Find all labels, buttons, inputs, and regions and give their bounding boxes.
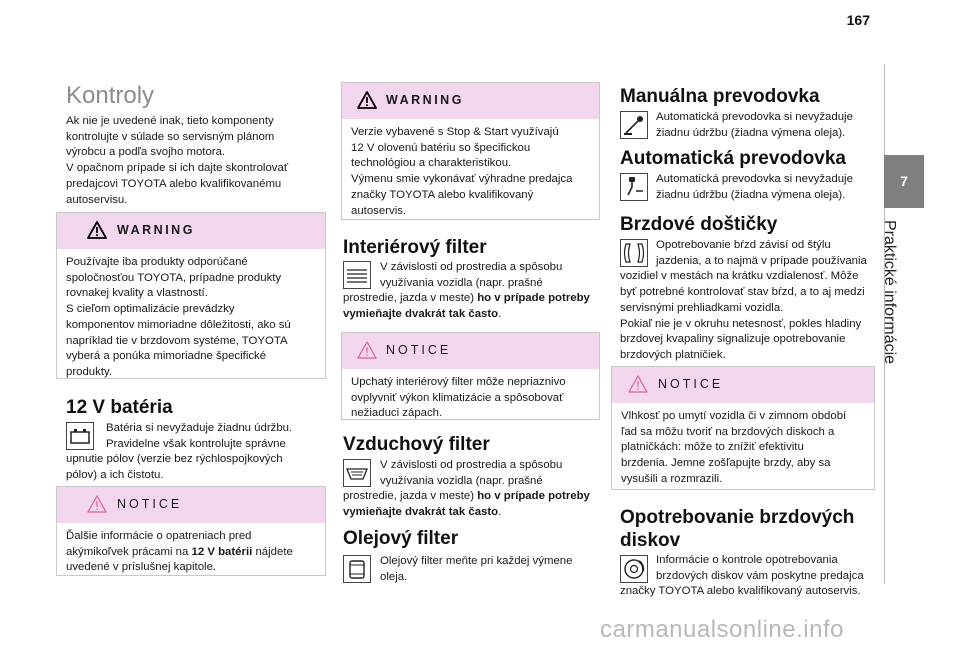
title-line: diskov (620, 530, 681, 551)
text-line: Informácie o kontrole opotrebovania (656, 554, 838, 566)
section-title-brake-pads: Brzdové doštičky (620, 214, 778, 235)
text-run: . (498, 308, 502, 321)
notice-box-brakes (611, 366, 875, 490)
text-line: rovnakej kvality a vlastností. (66, 287, 208, 300)
section-title-automatic-gearbox: Automatická prevodovka (620, 148, 846, 169)
text-line: Automatická prevodovka si nevyžaduje (656, 111, 853, 123)
text-line: Opotrebovanie bŕzd závisí od štýlu (656, 239, 831, 251)
text-line: využívania vozidla (napr. prašné (380, 276, 543, 289)
text-line (343, 291, 601, 307)
text-line: brzdovej kvapaliny signalizuje opotrebovanie (620, 333, 846, 346)
text-line: Olejový filter meňte pri každej výmene (380, 555, 573, 567)
notice-box-battery (56, 486, 326, 576)
text-line: Používajte iba produkty odporúčané (66, 256, 248, 268)
text-line: byť potrebné kontrolovať stav bŕzd, a to aj medzi (620, 286, 865, 299)
text-line: upnutie pólov (verzie bez rýchlospojkových (66, 453, 283, 466)
text-line: V závislosti od prostredia a spôsobu (380, 459, 563, 471)
notice-header (57, 487, 325, 523)
section-title-cabin-filter: Interiérový filter (343, 237, 487, 258)
text-line: Automatická prevodovka si nevyžaduje (656, 173, 853, 185)
text-run-bold: ho v prípade potreby (477, 490, 590, 503)
oil-filter-icon (343, 555, 371, 583)
text-line: platničkách: môže to znížiť efektivitu (621, 441, 804, 454)
warning-header (57, 213, 325, 249)
notice-header (342, 333, 599, 369)
text-run: . (498, 506, 502, 519)
text-line: brzdenia. Jemne zošľapujte brzdy, aby sa (621, 457, 831, 470)
text-line: servisnými prehliadkami vozidla. (620, 301, 784, 314)
text-line: brzdových platničiek. (620, 348, 726, 361)
text-line: Ďalšie informácie o opatreniach pred (66, 530, 252, 542)
notice-label: NOTICE (658, 377, 724, 391)
section-title-air-filter: Vzduchový filter (343, 434, 490, 455)
oil-filter-text (380, 554, 600, 585)
warning-triangle-icon (87, 221, 107, 239)
section-title-kontroly: Kontroly (66, 82, 155, 109)
notice-label: NOTICE (117, 497, 183, 511)
text-run: prostredie, jazda v meste) (343, 490, 478, 503)
notice-triangle-icon (87, 495, 107, 513)
battery-text (66, 421, 328, 484)
text-line: pólov) a ich čistotu. (66, 469, 164, 482)
section-title-battery: 12 V batéria (66, 397, 173, 418)
warning-body (342, 119, 599, 219)
notice-header (612, 367, 874, 403)
automatic-gearbox-text (656, 172, 866, 203)
text-line: značky TOYOTA alebo kvalifikovaný autoservis. (620, 585, 861, 598)
notice-box-cabin-filter (341, 332, 600, 420)
text-line: značky TOYOTA alebo kvalifikovaný (351, 188, 534, 201)
text-line: Batéria si nevyžaduje žiadnu údržbu. (106, 422, 293, 434)
text-run: nájdete (252, 545, 293, 558)
text-line: predajcovi TOYOTA alebo kvalifikovanému (66, 177, 282, 190)
text-run-bold: ho v prípade potreby (477, 292, 590, 305)
chapter-title-text: Praktické informácie (881, 220, 898, 365)
text-line: Verzie vybavené s Stop & Start využívajú (351, 126, 559, 138)
text-run: prostredie, jazda v meste) (343, 292, 478, 305)
chapter-tab[interactable]: 7 (884, 155, 924, 208)
text-line (343, 489, 601, 505)
text-line: napríklad tie v brzdovom systéme, TOYOTA (66, 334, 288, 347)
notice-triangle-icon (628, 375, 648, 393)
text-line: komponentov mimoriadne dôležitosti, ako sú (66, 318, 291, 331)
text-line: vysušili a rozmrazili. (621, 472, 723, 485)
page-number: 167 (846, 12, 870, 28)
text-line: Vlhkosť po umytí vozidla či v zimnom období (621, 410, 847, 422)
manual-gearbox-text (656, 110, 866, 141)
text-line: využívania vozidla (napr. prašné (380, 474, 543, 487)
text-line: autoservis. (351, 204, 407, 217)
section-title-manual-gearbox: Manuálna prevodovka (620, 86, 820, 107)
notice-triangle-icon (357, 341, 377, 359)
notice-body (342, 369, 599, 422)
text-line: V závislosti od prostredia a spôsobu (380, 261, 563, 273)
text-line: Výmenu smie vykonávať výhradne predajca (351, 173, 573, 186)
automatic-gearbox-icon (620, 173, 648, 201)
text-run-bold: vymieňajte dvakrát tak často (343, 308, 499, 321)
text-line: autoservisu. (66, 193, 128, 206)
text-line: kontrolujte v súlade so servisným plánom (66, 130, 275, 143)
text-line: výrobcu a podľa svojho motora. (66, 146, 226, 159)
text-line: ovplyvniť výkon klimatizácie a spôsobovať (351, 391, 564, 404)
text-line: žiadnu údržbu (žiadna výmena oleja). (656, 126, 846, 139)
text-line (343, 505, 601, 521)
watermark[interactable]: carmanualsonline.info (600, 616, 844, 643)
text-run-bold: vymieňajte dvakrát tak často (343, 506, 499, 519)
text-line: uvedené v príslušnej kapitole. (66, 561, 217, 574)
text-line (66, 545, 316, 561)
section-title-oil-filter: Olejový filter (343, 528, 459, 549)
brake-disc-wear-text (620, 553, 875, 600)
text-line: V opačnom prípade si ich dajte skontrolovať (66, 162, 289, 175)
text-line: vozidiel v mestách na krátku vzdialenosť. Môže (620, 270, 859, 283)
section-title-brake-disc-wear (620, 506, 854, 552)
warning-box-stopstart (341, 82, 600, 220)
text-line: Pokiaľ nie je v okruhu netesnosť, pokles hladiny (620, 317, 862, 330)
text-line: žiadnu údržbu (žiadna výmena oleja). (656, 188, 846, 201)
text-line: ľad sa môžu tvoriť na brzdových diskoch a (621, 425, 835, 438)
text-line: vyberá a ponúka mimoriadne špecifické (66, 350, 267, 363)
text-line: technológiou a charakteristikou. (351, 157, 512, 170)
text-line: brzdových diskov vám poskytne predajca (656, 569, 864, 582)
text-line: Upchatý interiérový filter môže nepriaznivo (351, 376, 566, 388)
notice-body (57, 523, 325, 576)
manual-gearbox-icon (620, 111, 648, 139)
text-line: Ak nie je uvedené inak, tieto komponenty (66, 115, 274, 127)
chapter-title (862, 220, 950, 370)
text-line: spoločnosťou TOYOTA, prípadne produkty (66, 271, 282, 284)
text-run-bold: 12 V batérii (191, 545, 253, 558)
brake-pads-text (620, 238, 870, 364)
text-run: akýmikoľvek prácami na (66, 545, 192, 558)
warning-box-products (56, 212, 326, 379)
warning-label: WARNING (117, 223, 195, 237)
air-filter-text (343, 458, 601, 521)
notice-label: NOTICE (386, 343, 452, 357)
text-line: nežiaduci zápach. (351, 407, 443, 420)
text-line: produkty. (66, 365, 113, 378)
kontroly-text (66, 114, 328, 208)
warning-triangle-icon (357, 91, 377, 109)
text-line: oleja. (380, 570, 408, 583)
warning-body (57, 249, 325, 381)
text-line: jazdenia, a to najmä v prípade používania (656, 254, 867, 267)
text-line: 12 V olovenú batériu so špecifickou (351, 141, 531, 154)
title-line: Opotrebovanie brzdových (620, 507, 855, 528)
text-line: S cieľom optimalizácie prevádzky (66, 303, 235, 316)
warning-header (342, 83, 599, 119)
warning-label: WARNING (386, 93, 464, 107)
notice-body (612, 403, 874, 488)
text-line: Pravidelne však kontrolujte správne (106, 437, 286, 450)
cabin-filter-text (343, 260, 601, 323)
text-line (343, 307, 601, 323)
